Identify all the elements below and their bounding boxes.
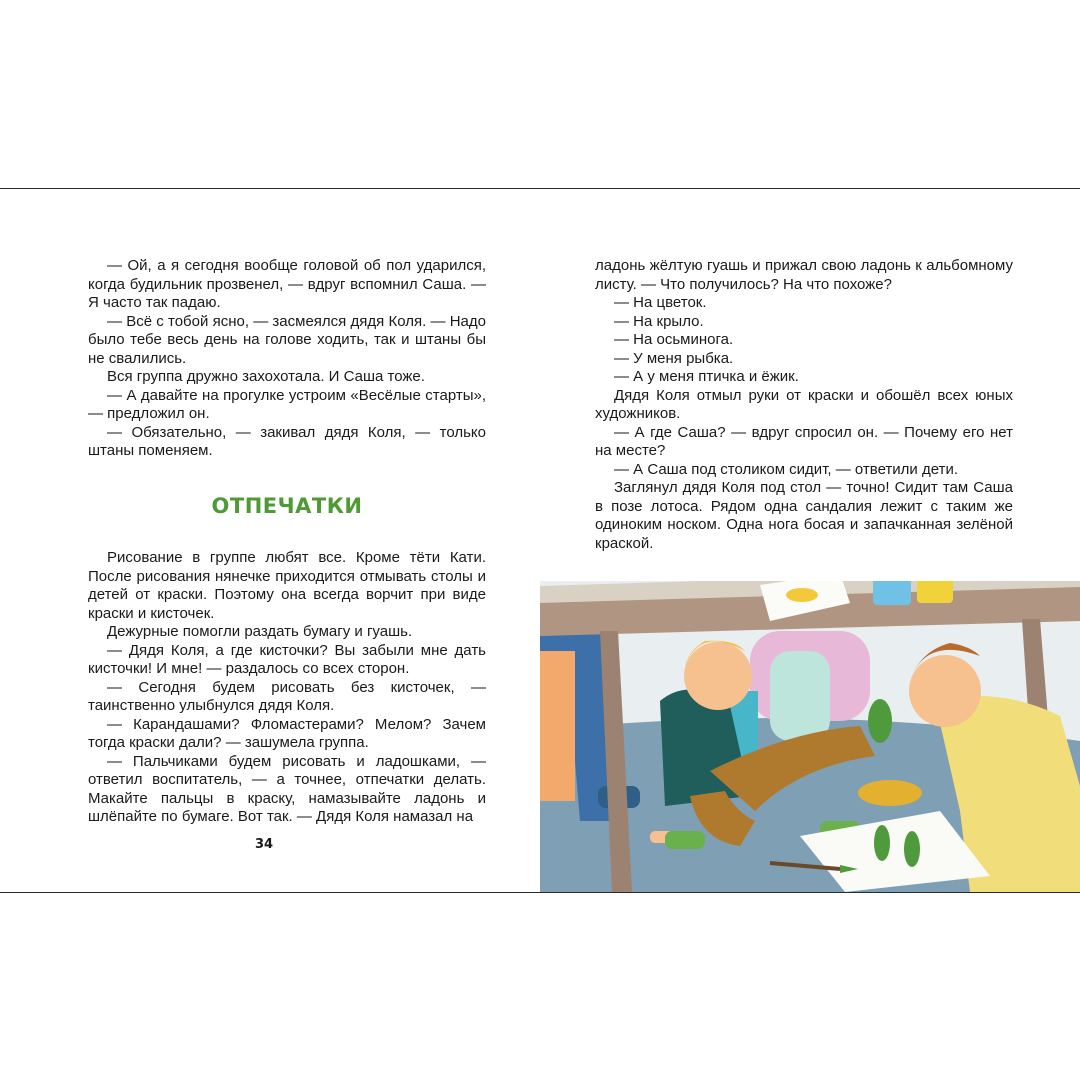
illustration-children-under-table — [540, 581, 1080, 892]
paragraph: — На цветок. — [614, 294, 707, 311]
green-footprint — [874, 825, 890, 861]
left-page-text — [88, 257, 486, 827]
sandal — [858, 780, 922, 806]
paragraph: — Обязательно, — закивал дядя Коля, — только штаны поменяем. — [88, 423, 486, 459]
paragraph: — Карандашами? Фломастерами? Мелом? Зачем тогда краски дали? — зашумела группа. — [88, 715, 486, 751]
paragraph: Дядя Коля отмыл руки от краски и обошёл всех юных художников. — [595, 386, 1013, 422]
page-number: 34 — [255, 837, 274, 852]
chair — [540, 651, 575, 801]
green-footprint — [904, 831, 920, 867]
yellow-handprint — [786, 588, 818, 602]
kid-background-legs — [770, 651, 830, 741]
yellow-paint-jar — [917, 581, 953, 603]
paragraph: Дежурные помогли раздать бумагу и гуашь. — [107, 623, 413, 640]
paragraph-continuation: ладонь жёлтую гуашь и прижал свою ладонь к альбомному листу. — Что получилось? На что похоже? — [595, 257, 1013, 293]
paragraph: — А у меня птичка и ёжик. — [614, 368, 799, 385]
chapter-title: ОТПЕЧАТКИ — [211, 493, 363, 518]
paragraph: — А Саша под столиком сидит, — ответили дети. — [614, 460, 958, 478]
paragraph: — На осьминога. — [614, 331, 734, 348]
paragraph: Рисование в группе любят все. Кроме тёти Кати. После рисования нянечке приходится отмывать столы и детей от краски. Поэтому она всегда ворчит при виде краски и кисточек. — [88, 549, 486, 622]
paragraph: — На крыло. — [614, 312, 704, 330]
paragraph: — Ой, а я сегодня вообще головой об пол ударился, когда будильник прозвенел, — вдруг вспомнил Саша. — Я часто так падаю. — [88, 257, 486, 311]
paragraph: — Пальчиками будем рисовать и ладошками, — ответил воспитатель, — а точнее, отпечатки делать. Макайте пальцы в краску, намазывайте ладонь и шлёпайте по бумаге. Вот так. — Дядя Коля намазал на — [88, 752, 486, 825]
paragraph: — Сегодня будем рисовать без кисточек, — таинственно улыбнулся дядя Коля. — [88, 678, 486, 714]
paragraph: Вся группа дружно захохотала. И Саша тоже. — [107, 368, 425, 385]
paragraph: — Дядя Коля, а где кисточки? Вы забыли мне дать кисточки! И мне! — раздалось со всех сторон. — [88, 641, 486, 677]
paragraph: — У меня рыбка. — [614, 349, 734, 367]
paragraph: Заглянул дядя Коля под стол — точно! Сидит там Саша в позе лотоса. Рядом одна сандалия лежит с таким же одиноким носком. Одна нога босая и запачканная зелёной краской. — [595, 479, 1013, 552]
paragraph: — А где Саша? — вдруг спросил он. — Почему его нет на месте? — [595, 423, 1013, 459]
book-spread — [0, 188, 1080, 893]
paragraph: — Всё с тобой ясно, — засмеялся дядя Коля. — Надо было тебе весь день на голове ходить, так и штаны бы не свалились. — [88, 312, 486, 367]
blue-paint-jar — [873, 581, 911, 605]
right-page-text — [595, 257, 1013, 553]
paragraph: — А давайте на прогулке устроим «Весёлые старты», — предложил он. — [88, 386, 486, 422]
